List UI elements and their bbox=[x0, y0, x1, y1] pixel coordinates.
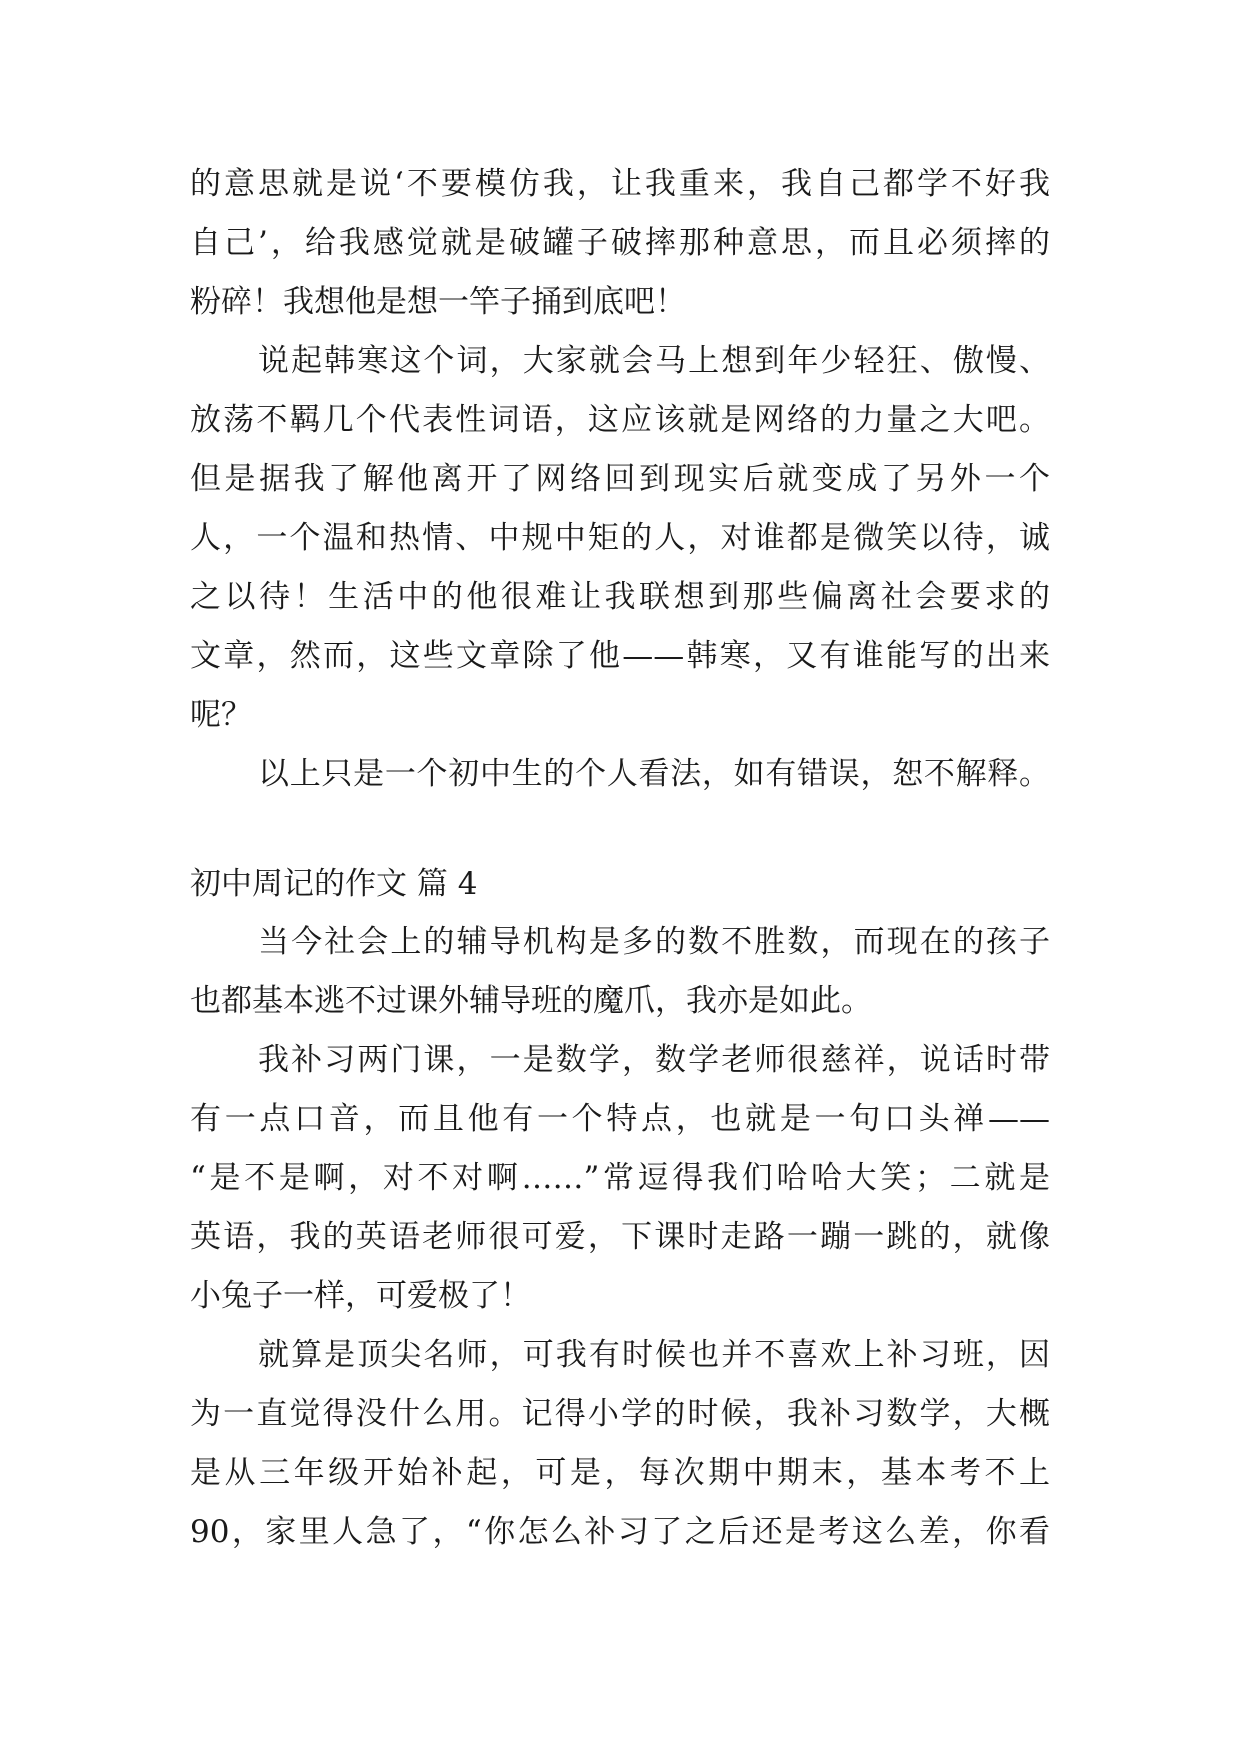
text-line: 也都基本逃不过课外辅导班的魔爪，我亦是如此。 bbox=[190, 983, 872, 1019]
text-line: 的意思就是说‘不要模仿我，让我重来，我自己都学不好我 bbox=[190, 166, 1050, 202]
text-line: 英语，我的英语老师很可爱，下课时走路一蹦一跳的，就像 bbox=[190, 1219, 1050, 1255]
text-line: 粉碎！我想他是想一竿子捅到底吧！ bbox=[190, 284, 686, 320]
text-line: 说起韩寒这个词，大家就会马上想到年少轻狂、傲慢、 bbox=[258, 343, 1050, 379]
text-line: 但是据我了解他离开了网络回到现实后就变成了另外一个 bbox=[190, 461, 1050, 497]
text-line: 是从三年级开始补起，可是，每次期中期末，基本考不上 bbox=[190, 1455, 1050, 1491]
text-line: 当今社会上的辅导机构是多的数不胜数，而现在的孩子 bbox=[258, 924, 1050, 960]
text-line: 有一点口音，而且他有一个特点，也就是一句口头禅—— bbox=[190, 1101, 1050, 1137]
text-line: 人，一个温和热情、中规中矩的人，对谁都是微笑以待，诚 bbox=[190, 520, 1050, 556]
text-line: 以上只是一个初中生的个人看法，如有错误，恕不解释。 bbox=[258, 756, 1050, 792]
text-line: 文章，然而，这些文章除了他——韩寒，又有谁能写的出来 bbox=[190, 638, 1050, 674]
text-line: 放荡不羁几个代表性词语，这应该就是网络的力量之大吧。 bbox=[190, 402, 1050, 438]
text-line: 呢？ bbox=[190, 697, 252, 733]
section-heading: 初中周记的作文 篇 4 bbox=[190, 866, 478, 902]
text-line: “是不是啊，对不对啊……”常逗得我们哈哈大笑；二就是 bbox=[190, 1160, 1050, 1196]
text-line: 自己’，给我感觉就是破罐子破摔那种意思，而且必须摔的 bbox=[190, 225, 1050, 261]
text-line: 就算是顶尖名师，可我有时候也并不喜欢上补习班，因 bbox=[258, 1337, 1050, 1373]
text-line: 小兔子一样，可爱极了！ bbox=[190, 1278, 531, 1314]
text-line: 为一直觉得没什么用。记得小学的时候，我补习数学，大概 bbox=[190, 1396, 1050, 1432]
text-line: 之以待！生活中的他很难让我联想到那些偏离社会要求的 bbox=[190, 579, 1050, 615]
text-line: 90，家里人急了，“你怎么补习了之后还是考这么差，你看 bbox=[190, 1514, 1050, 1550]
text-line: 我补习两门课，一是数学，数学老师很慈祥，说话时带 bbox=[258, 1042, 1050, 1078]
